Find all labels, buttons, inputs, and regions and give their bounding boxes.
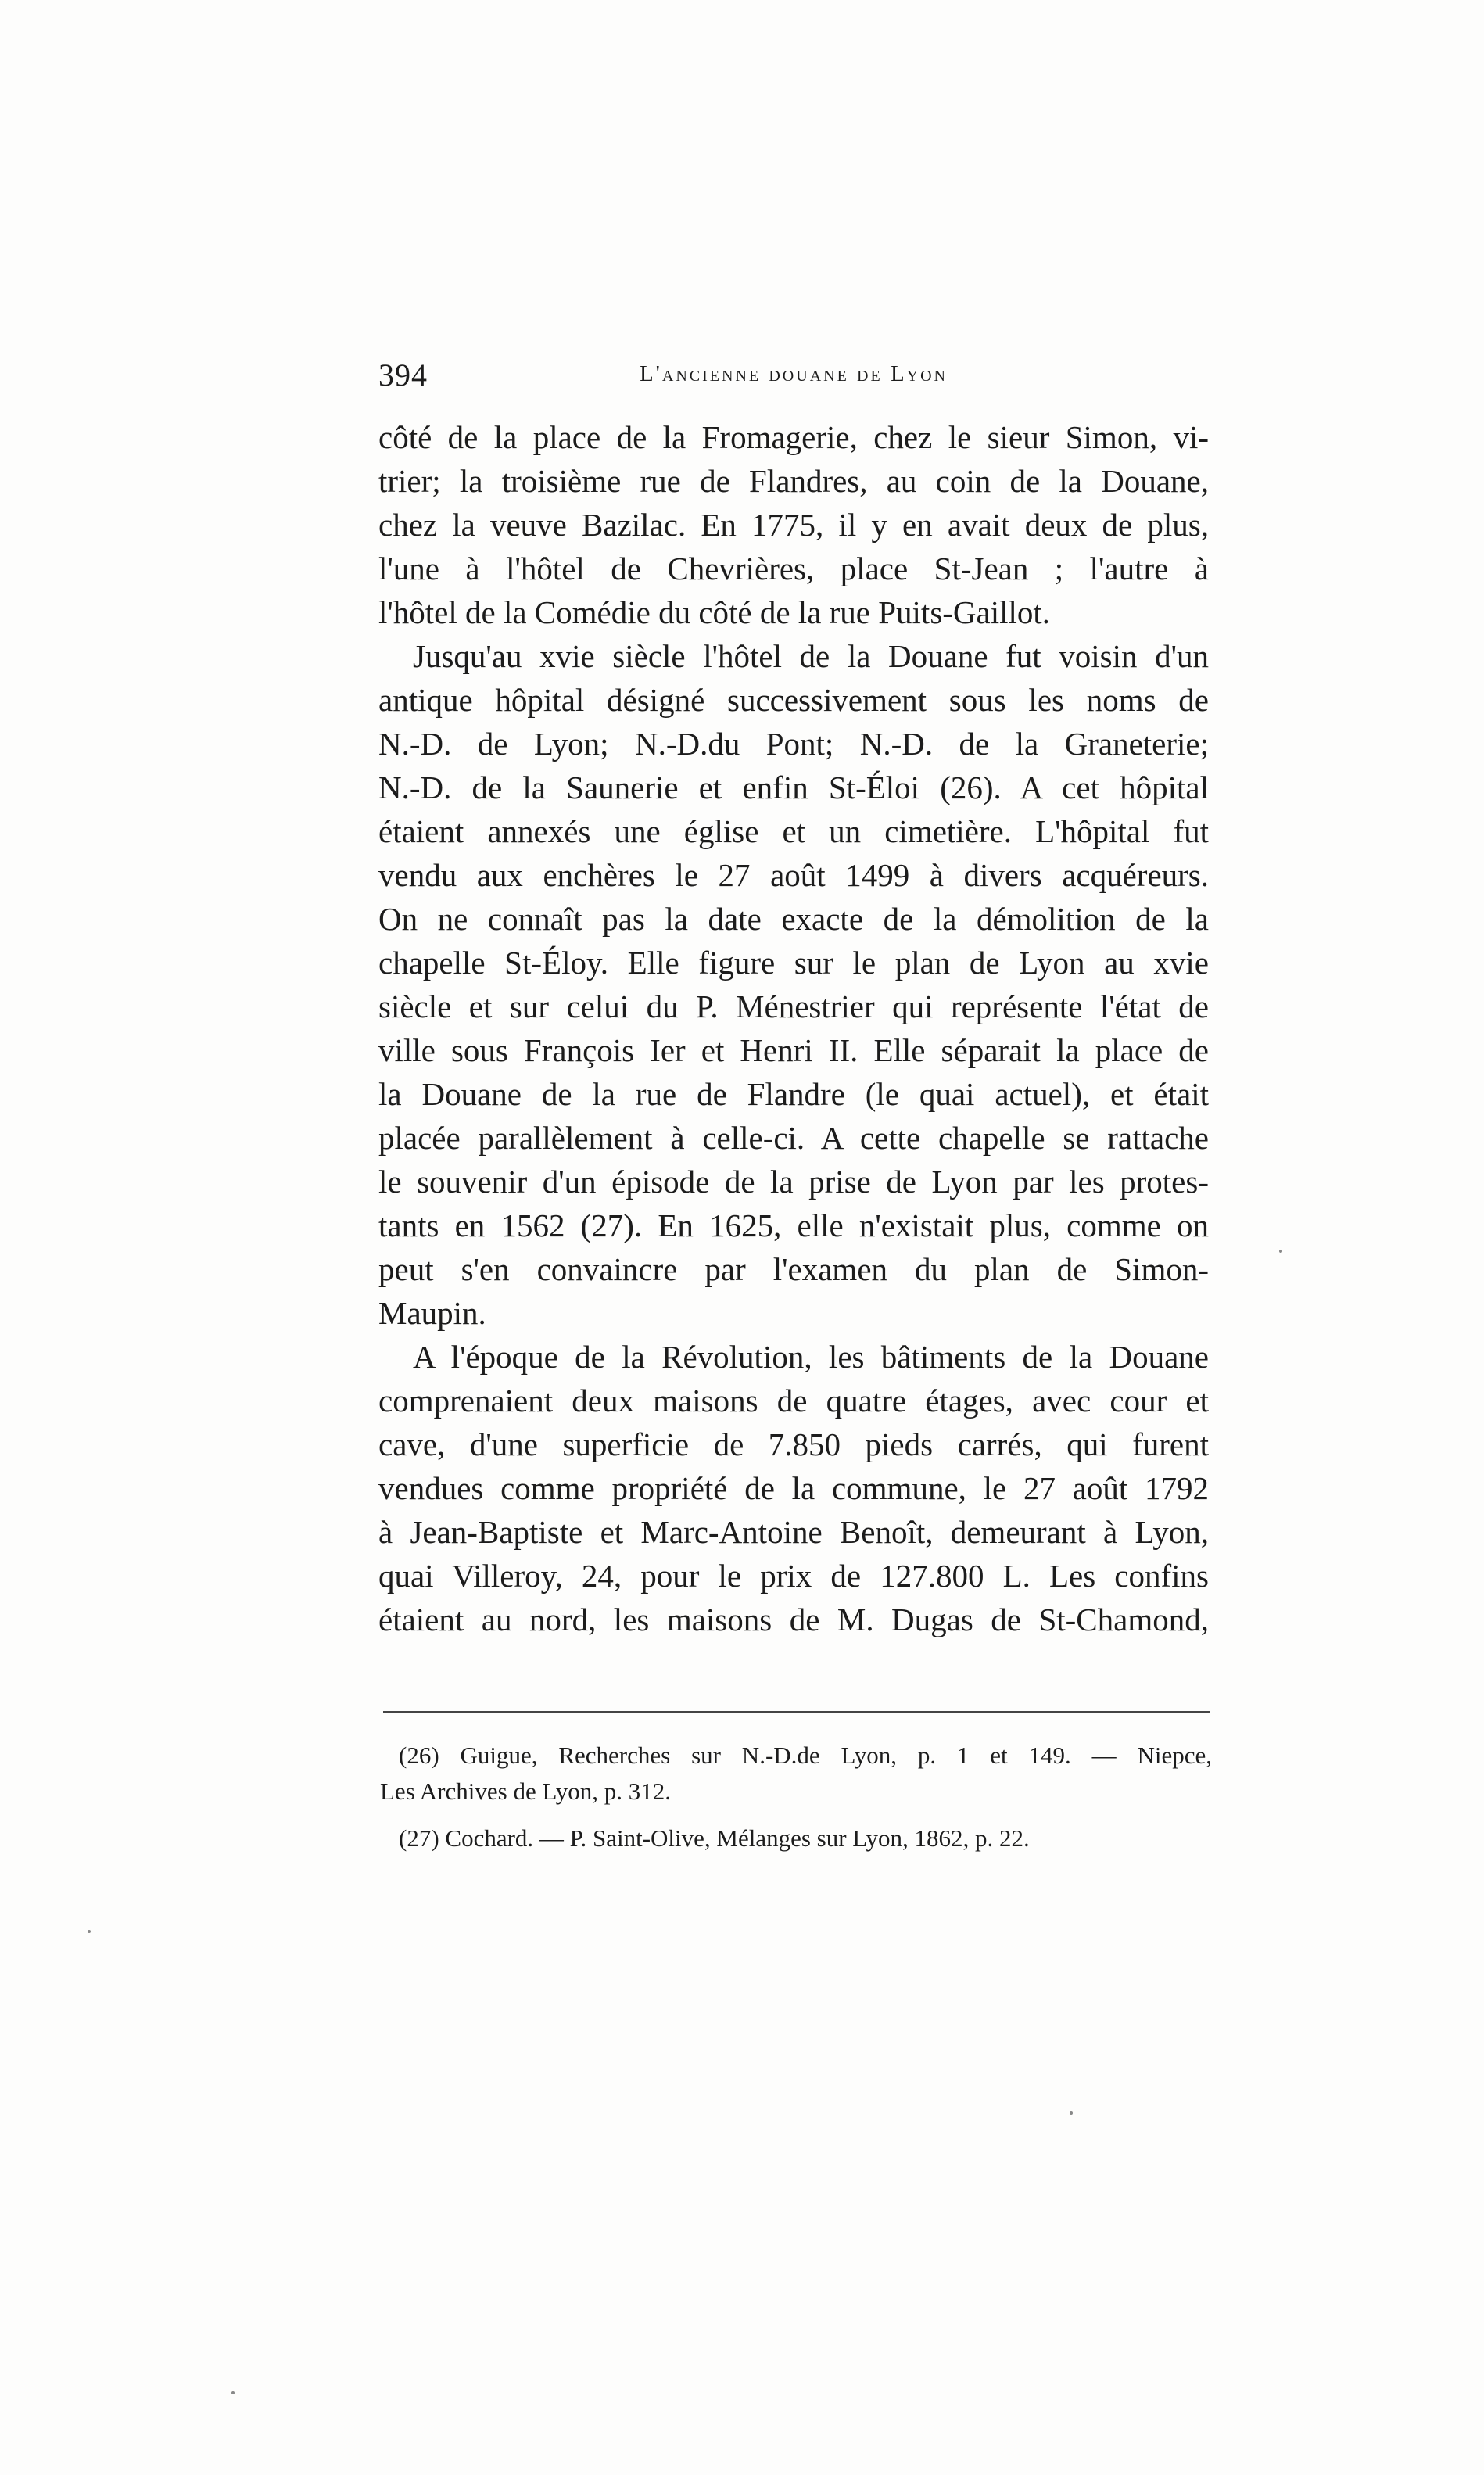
text-line: le souvenir d'un épisode de la prise de Lyon par les protes- bbox=[378, 1164, 1209, 1200]
footnote-divider bbox=[383, 1711, 1210, 1713]
text-line: Maupin. bbox=[378, 1295, 486, 1331]
text-line: chapelle St-Éloy. Elle figure sur le plan de Lyon au xvie bbox=[378, 945, 1209, 981]
text-line: cave, d'une superficie de 7.850 pieds carrés, qui furent bbox=[378, 1426, 1209, 1462]
footnote-spacer bbox=[399, 1810, 1212, 1820]
text-line: tants en 1562 (27). En 1625, elle n'existait plus, comme on bbox=[378, 1207, 1209, 1243]
footnotes bbox=[380, 1738, 1212, 1856]
text-line: quai Villeroy, 24, pour le prix de 127.800 L. Les confins bbox=[378, 1558, 1209, 1594]
text-line: étaient annexés une église et un cimetière. L'hôpital fut bbox=[378, 813, 1209, 849]
footnote-27: (27) Cochard. — P. Saint-Olive, Mélanges sur Lyon, 1862, p. 22. bbox=[399, 1824, 1030, 1852]
page-header bbox=[378, 357, 1209, 404]
text-line: siècle et sur celui du P. Ménestrier qui représente l'état de bbox=[378, 988, 1209, 1024]
text-line: comprenaient deux maisons de quatre étages, avec cour et bbox=[378, 1383, 1209, 1419]
text-line: N.-D. de Lyon; N.-D.du Pont; N.-D. de la Graneterie; bbox=[378, 726, 1209, 762]
text-line: peut s'en convaincre par l'examen du plan de Simon- bbox=[378, 1251, 1209, 1287]
text-line: à Jean-Baptiste et Marc-Antoine Benoît, demeurant à Lyon, bbox=[378, 1514, 1209, 1550]
text-line: antique hôpital désigné successivement sous les noms de bbox=[378, 682, 1209, 718]
footnote-26-continuation: Les Archives de Lyon, p. 312. bbox=[380, 1777, 671, 1805]
text-line: On ne connaît pas la date exacte de la démolition de la bbox=[378, 901, 1209, 937]
text-line: étaient au nord, les maisons de M. Dugas de St-Chamond, bbox=[378, 1602, 1209, 1637]
text-line: vendu aux enchères le 27 août 1499 à divers acquéreurs. bbox=[378, 857, 1209, 893]
paper-speck bbox=[231, 2391, 235, 2394]
text-line: l'hôtel de la Comédie du côté de la rue Puits-Gaillot. bbox=[378, 594, 1051, 630]
text-line: ville sous François Ier et Henri II. Elle séparait la place de bbox=[378, 1032, 1209, 1068]
text-line: chez la veuve Bazilac. En 1775, il y en avait deux de plus, bbox=[378, 507, 1209, 543]
text-line: placée parallèlement à celle-ci. A cette chapelle se rattache bbox=[378, 1120, 1209, 1156]
body-text bbox=[378, 415, 1209, 1641]
text-line: côté de la place de la Fromagerie, chez le sieur Simon, vi- bbox=[378, 419, 1209, 455]
text-line: la Douane de la rue de Flandre (le quai actuel), et était bbox=[378, 1076, 1209, 1112]
paper-speck bbox=[1279, 1250, 1282, 1253]
paper-speck bbox=[1070, 2111, 1073, 2115]
footnote-26: (26) Guigue, Recherches sur N.-D.de Lyon, p. 1 et 149. — Niepce, bbox=[399, 1741, 1212, 1769]
text-line: Jusqu'au xvie siècle l'hôtel de la Douane fut voisin d'un bbox=[413, 638, 1209, 674]
text-line: l'une à l'hôtel de Chevrières, place St-Jean ; l'autre à bbox=[378, 551, 1209, 586]
paper-speck bbox=[88, 1930, 91, 1933]
text-line: N.-D. de la Saunerie et enfin St-Éloi (26). A cet hôpital bbox=[378, 769, 1209, 805]
text-line: A l'époque de la Révolution, les bâtiments de la Douane bbox=[413, 1339, 1209, 1375]
text-line: vendues comme propriété de la commune, le 27 août 1792 bbox=[378, 1470, 1209, 1506]
page-number: 394 bbox=[378, 357, 428, 393]
running-title: L'ancienne douane de Lyon bbox=[639, 361, 948, 386]
text-line: trier; la troisième rue de Flandres, au coin de la Douane, bbox=[378, 463, 1209, 499]
